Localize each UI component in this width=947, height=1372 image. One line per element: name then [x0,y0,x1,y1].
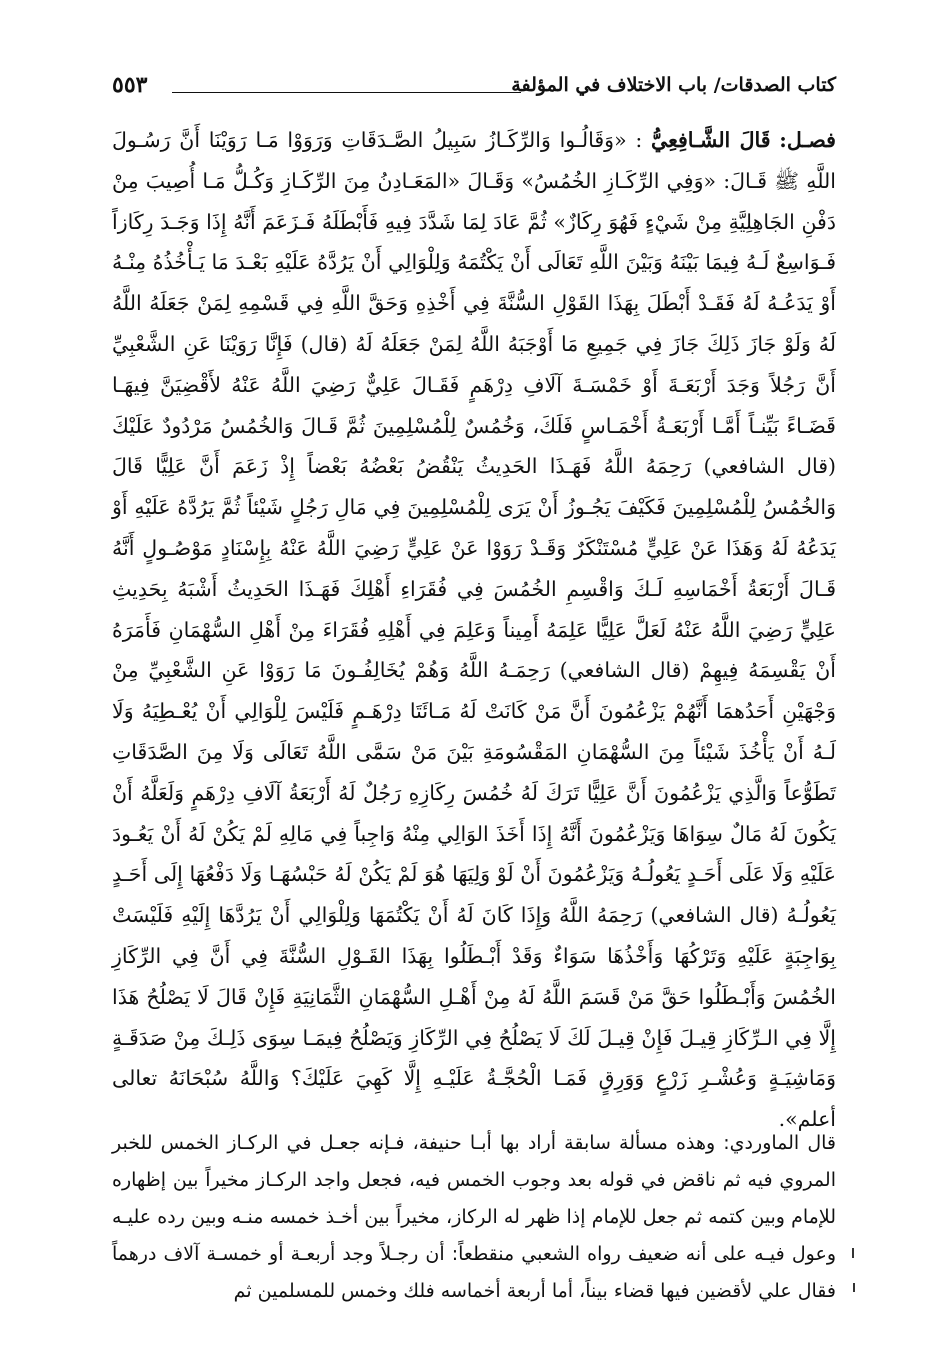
commentary-paragraph: قال الماوردي: وهذه مسألة سابقة أراد بها أبـا حنيفة، فـإنه جعـل في الركـاز الخمس للخبر المروي فيه ثم ناقض في قوله بعد وجوب الخمس فيه، فجعل واجد الركـاز مخيراً بين إظهاره للإمام وبين كتمه ثم جعل للإمام إذا ظهر له الركاز، مخيراً بين أخـذ خمسه منـه وبين رده عليـه وعول فيـه على أنه ضعيف رواه الشعبي منقطعاً: أن رجـلاً وجد أربعـة أو خمسـة آلاف درهماً فقال علي لأقضين فيها قضاء بيناً، أما أربعة أخماسه فلك وخمس للمسلمين ثم [112,1132,836,1302]
margin-mark [852,1248,854,1258]
commentary-block [112,1125,836,1310]
page-header [112,72,836,106]
margin-mark [853,1283,855,1292]
main-text: : «وَقَالُـوا وَالرِّكَـازُ سَبِيلُ الصَّـدَقَاتِ وَرَوَوْا مَـا رَوَيْنَا أَنَّ رَسُـولَ اللَّهِ ﷺ قَـالَ: «وَفِي الرِّكَـازِ الخُمُسُ» وَقَـالَ «المَعَـادِنُ مِنَ الرِّكَـازِ وَكُـلُّ مَـا أُصِيبَ مِنْ دَفْنِ الجَاهِلِيَّةِ مِنْ شَيْءٍ فَهُوَ رِكَازٌ» ثُمَّ عَادَ لِمَا شَدَّدَ فِيهِ فَأَبْطَلَهُ فَـزَعَمَ أَنَّهُ إِذَا وَجَـدَ رِكَازاً فَـوَاسِعٌ لَـهُ فِيمَا بَيْنَهُ وَبَيْنَ اللَّهِ تَعَالَى أَنْ يَكْتُمَهُ وَلِلْوَالِي أَنْ يَرُدَّهُ عَلَيْهِ بَعْـدَ مَا يَـأْخُذُهُ مِنْـهُ أَوْ يَدَعُـهُ لَهُ فَقَـدْ أَبْطَلَ بِهَذَا القَوْلِ السُّنَّةَ فِي أَخْذِهِ وَحَقَّ اللَّهِ فِي قَسْمِهِ لِمَنْ جَعَلَهُ اللَّهُ لَهُ وَلَوْ جَازَ ذَلِكَ جَازَ فِي جَمِيعِ مَا أَوْجَبَهُ اللَّهُ لِمَنْ جَعَلَهُ لَهُ (قال) فَإِنَّا رَوَيْنَا عَنِ الشَّعْبِيِّ أَنَّ رَجُلاً وَجَدَ أَرْبَعَـةَ أَوْ خَمْسَـةَ آلَافِ دِرْهَمٍ فَقَـالَ عَلِيٌّ رَضِيَ اللَّهُ عَنْهُ لأَقْضِيَنَّ فِيهَـا قَضَـاءً بَيِّنـاً أَمَّـا أَرْبَعَـةُ أَخْمَـاسٍ فَلَكَ، وَخُمُسٌ لِلْمُسْلِمِينَ ثُمَّ قَـالَ وَالخُمُسُ مَرْدُودٌ عَلَيْكَ (قال الشافعي) رَحِمَهُ اللَّهُ فَهَـذَا الحَدِيثُ يَنْقُضُ بَعْضُهُ بَعْضاً إِذْ زَعَمَ أَنَّ عَلِيًّا قَالَ وَالخُمُسُ لِلْمُسْلِمِينَ فَكَيْفَ يَجُـوزُ أَنْ يَرَى لِلْمُسْلِمِينَ فِي مَالِ رَجُلٍ شَيْئاً ثُمَّ يَرُدَّهُ عَلَيْهِ أَوْ يَدَعُهُ لَهُ وَهَذَا عَنْ عَلِيٍّ مُسْتَنْكَرٌ وَقَـدْ رَوَوْا عَنْ عَلِيٍّ رَضِيَ اللَّهُ عَنْهُ بِإِسْنَادٍ مَوْصُـولٍ أَنَّهُ قَـالَ أَرْبَعَةُ أَخْمَاسِهِ لَـكَ وَاقْسِمِ الخُمُسَ فِي فُقَرَاءِ أَهْلِكَ فَهَـذَا الحَدِيثُ أَشْبَهُ بِحَدِيثِ عَلِيٍّ رَضِيَ اللَّهُ عَنْهُ لَعَلَّ عَلِيًّا عَلِمَهُ أَمِيناً وَعَلِمَ فِي أَهْلِهِ فُقَرَاءَ مِنْ أَهْلِ السُّهْمَانِ فَأَمَرَهُ أَنْ يَقْسِمَهُ فِيهِمْ (قال الشافعي) رَحِمَـهُ اللَّهُ وَهُمْ يُخَالِفُـونَ مَا رَوَوْا عَنِ الشَّعْبِيِّ مِنْ وَجْهَيْنِ أَحَدُهمَا أَنَّهُمْ يَزْعُمُونَ أَنَّ مَنْ كَانَتْ لَهُ مَـائَتَا دِرْهَـمٍ فَلَيْسَ لِلْوَالِي أَنْ يُعْـطِيَهُ وَلَا لَـهُ أَنْ يَأْخُذَ شَيْئاً مِنَ السُّهْمَانِ المَقْسُومَةِ بَيْنَ مَنْ سَمَّى اللَّهُ تَعَالَى وَلَا مِنَ الصَّدَقَاتِ تَطَوُّعاً وَالَّذِي يَزْعُمُونَ أَنَّ عَلِيًّا تَرَكَ لَهُ خُمُسَ رِكَازِهِ رَجُلٌ لَهُ أَرْبَعَةُ آلَافِ دِرْهَمٍ وَلَعَلَّهُ أَنْ يَكُونَ لَهُ مَالٌ سِوَاهَا وَيَزْعُمُونَ أَنَّهُ إِذَا أَخَذَ الوَالِي مِنْهُ وَاجِباً فِي مَالِهِ لَمْ يَكُنْ لَهُ أَنْ يَعُـودَ عَلَيْهِ وَلَا عَلَى أَحَـدٍ يَعُولُـهُ وَيَزْعُمُونَ أَنْ لَوْ وَلِيَهَا هُوَ لَمْ يَكُنْ لَهُ حَبْسُهَـا وَلَا دَفْعُهَا إِلَى أَحَـدٍ يَعُولُـهُ (قال الشافعي) رَحِمَهُ اللَّهُ وَإِذَا كَانَ لَهُ أَنْ يَكْتُمَهَا وَلِلْوَالِي أَنْ يَرُدَّهَا إِلَيْهِ فَلَيْسَتْ بِوَاجِبَةٍ عَلَيْهِ وَتَرْكُهَا وَأَخْذُهَا سَوَاءٌ وَقَدْ أَبْـطَلُوا بِهَذَا القَـوْلِ السُّنَّةَ فِي أَنَّ فِي الرِّكَازِ الخُمُسَ وَأَبْـطَلُوا حَقَّ مَنْ قَسَمَ اللَّهُ لَهُ مِنْ أَهْـلِ السُّهْمَانِ الثَّمَانِيَةِ فَإِنْ قَالَ لَا يَصْلُحُ هَذَا إِلَّا فِي الـرِّكَازِ قِيـلَ فَإِنْ قِيـلَ لَكَ لَا يَصْلُحُ فِي الرِّكَازِ وَيَصْلُحُ فِيمَـا سِوَى ذَلِـكَ مِنْ صَدَقَـةٍ وَمَاشِيَـةٍ وَعُشْـرِ زَرْعٍ وَوَرِقٍ فَمَـا الْحُجَّـةُ عَلَيْـهِ إِلَّا كَهِيَ عَلَيْكَ؟ وَاللَّهُ سُبْحَانَهُ تعالى أعلم». [112,128,836,1132]
section-label: فصـل: [779,128,836,152]
main-text-block [112,120,836,1140]
header-rule [172,92,521,93]
main-paragraph [112,120,836,1140]
page-number: ٥٥٣ [112,72,148,98]
speaker-name: قَالَ الشَّـافِعِيُّ [651,128,771,152]
running-title: كتاب الصدقات/ باب الاختلاف في المؤلفة [511,74,836,96]
